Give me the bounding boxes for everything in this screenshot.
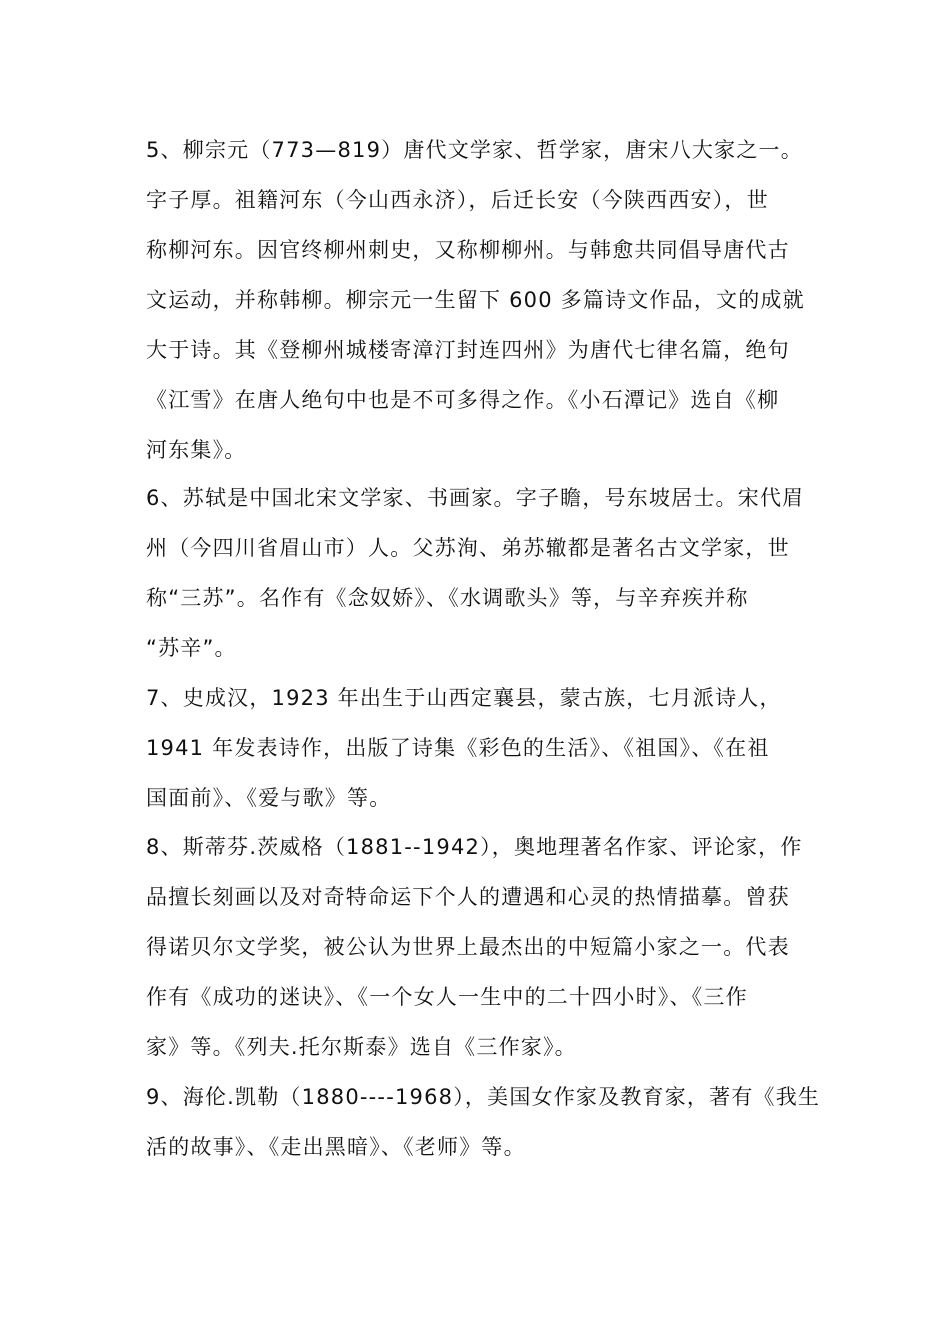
text-line: 家》等。《列夫.托尔斯泰》选自《三作家》。 <box>146 1035 577 1059</box>
text-line: 字子厚。祖籍河东（今山西永济），后迁长安（今陕西西安），世 <box>146 188 769 212</box>
text-line: 称柳河东。因官终柳州刺史，又称柳柳州。与韩愈共同倡导唐代古 <box>146 238 790 262</box>
text-line: 5、柳宗元（773—819）唐代文学家、哲学家，唐宋八大家之一。 <box>146 138 803 162</box>
text-line: 8、斯蒂芬.茨威格（1881--1942），奥地理著名作家、评论家，作 <box>146 835 803 859</box>
text-line: 1941 年发表诗作，出版了诗集《彩色的生活》、《祖国》、《在祖 <box>146 736 770 760</box>
text-line: 品擅长刻画以及对奇特命运下个人的遭遇和心灵的热情描摹。曾获 <box>146 885 790 909</box>
text-line: 9、海伦.凯勒（1880----1968），美国女作家及教育家，著有《我生 <box>146 1085 821 1109</box>
text-line: 国面前》、《爱与歌》等。 <box>146 786 392 810</box>
text-line: 河东集》。 <box>146 438 247 462</box>
text-line: 大于诗。其《登柳州城楼寄漳汀封连四州》为唐代七律名篇，绝句 <box>146 338 790 362</box>
text-line: 6、苏轼是中国北宋文学家、书画家。字子瞻，号东坡居士。宋代眉 <box>146 486 805 510</box>
text-line: 《江雪》在唐人绝句中也是不可多得之作。《小石潭记》选自《柳 <box>146 388 780 412</box>
text-line: 得诺贝尔文学奖，被公认为世界上最杰出的中短篇小家之一。代表 <box>146 935 790 959</box>
text-line: 州（今四川省眉山市）人。父苏洵、弟苏辙都是著名古文学家，世 <box>146 536 790 560</box>
text-line: 活的故事》、《走出黑暗》、《老师》等。 <box>146 1135 526 1159</box>
text-line: 文运动，并称韩柳。柳宗元一生留下 600 多篇诗文作品，文的成就 <box>146 288 805 312</box>
text-line: 7、史成汉，1923 年出生于山西定襄县，蒙古族，七月派诗人， <box>146 686 782 710</box>
text-line: 称“三苏”。名作有《念奴娇》、《水调歌头》等，与辛弃疾并称 <box>146 586 749 610</box>
text-line: “苏辛”。 <box>146 636 237 660</box>
text-line: 作有《成功的迷诀》、《一个女人一生中的二十四小时》、《三作 <box>146 985 748 1009</box>
